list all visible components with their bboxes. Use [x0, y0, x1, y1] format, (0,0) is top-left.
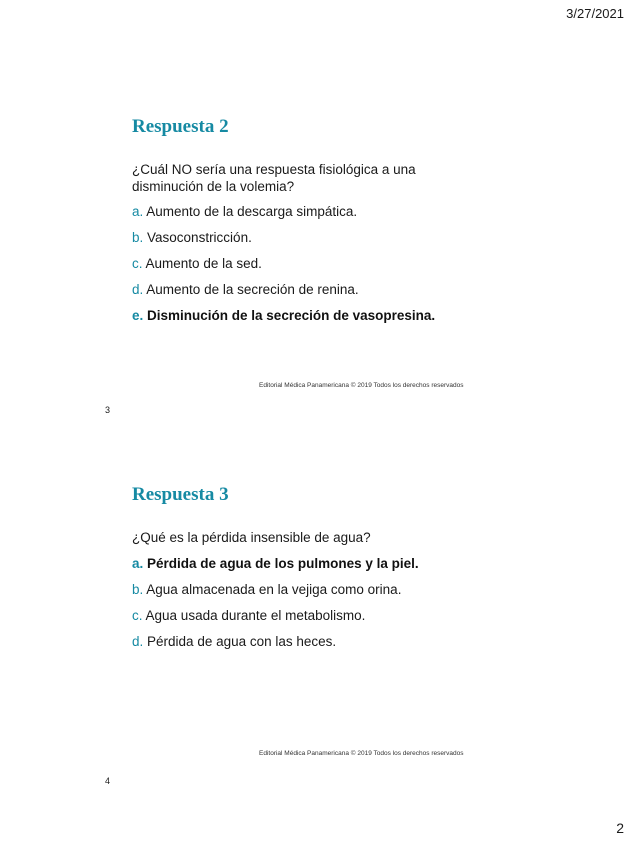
option-text: Agua usada durante el metabolismo. [145, 608, 366, 623]
question-text: ¿Cuál NO sería una respuesta fisiológica a una disminución de la volemia? [132, 162, 416, 194]
option-d [132, 281, 435, 307]
option-letter: b. [132, 582, 144, 597]
slide-title: Respuesta 3 [132, 484, 229, 505]
option-letter: d. [132, 634, 144, 649]
option-text: Pérdida de agua con las heces. [147, 634, 337, 649]
option-letter: d. [132, 282, 144, 297]
slide-number: 3 [105, 405, 111, 415]
option-letter: a. [132, 556, 144, 571]
option-a [132, 203, 435, 229]
slide-number: 4 [105, 776, 111, 786]
page-number: 2 [616, 820, 624, 836]
option-letter: a. [132, 204, 144, 219]
option-text: Disminución de la secreción de vasopresina. [147, 308, 436, 323]
question-text: ¿Qué es la pérdida insensible de agua? [132, 530, 371, 545]
option-text: Agua almacenada en la vejiga como orina. [146, 582, 402, 597]
option-text: Aumento de la descarga simpática. [146, 204, 358, 219]
option-letter: c. [132, 608, 143, 623]
option-text: Vasoconstricción. [147, 230, 252, 245]
option-e-correct [132, 307, 435, 333]
option-text: Aumento de la secreción de renina. [146, 282, 359, 297]
option-c [132, 255, 435, 281]
option-a-correct [132, 555, 419, 581]
copyright-footer: Editorial Médica Panamericana © 2019 Todos los derechos reservados [259, 382, 464, 389]
answer-options [132, 203, 435, 333]
answer-options [132, 555, 419, 659]
option-letter: e. [132, 308, 144, 323]
option-letter: c. [132, 256, 143, 271]
option-b [132, 581, 419, 607]
option-b [132, 229, 435, 255]
print-date: 3/27/2021 [566, 6, 624, 21]
option-letter: b. [132, 230, 144, 245]
option-text: Pérdida de agua de los pulmones y la piel. [147, 556, 419, 571]
option-text: Aumento de la sed. [145, 256, 262, 271]
copyright-footer: Editorial Médica Panamericana © 2019 Todos los derechos reservados [259, 750, 464, 757]
slide-title: Respuesta 2 [132, 116, 229, 137]
option-c [132, 607, 419, 633]
option-d [132, 633, 419, 659]
